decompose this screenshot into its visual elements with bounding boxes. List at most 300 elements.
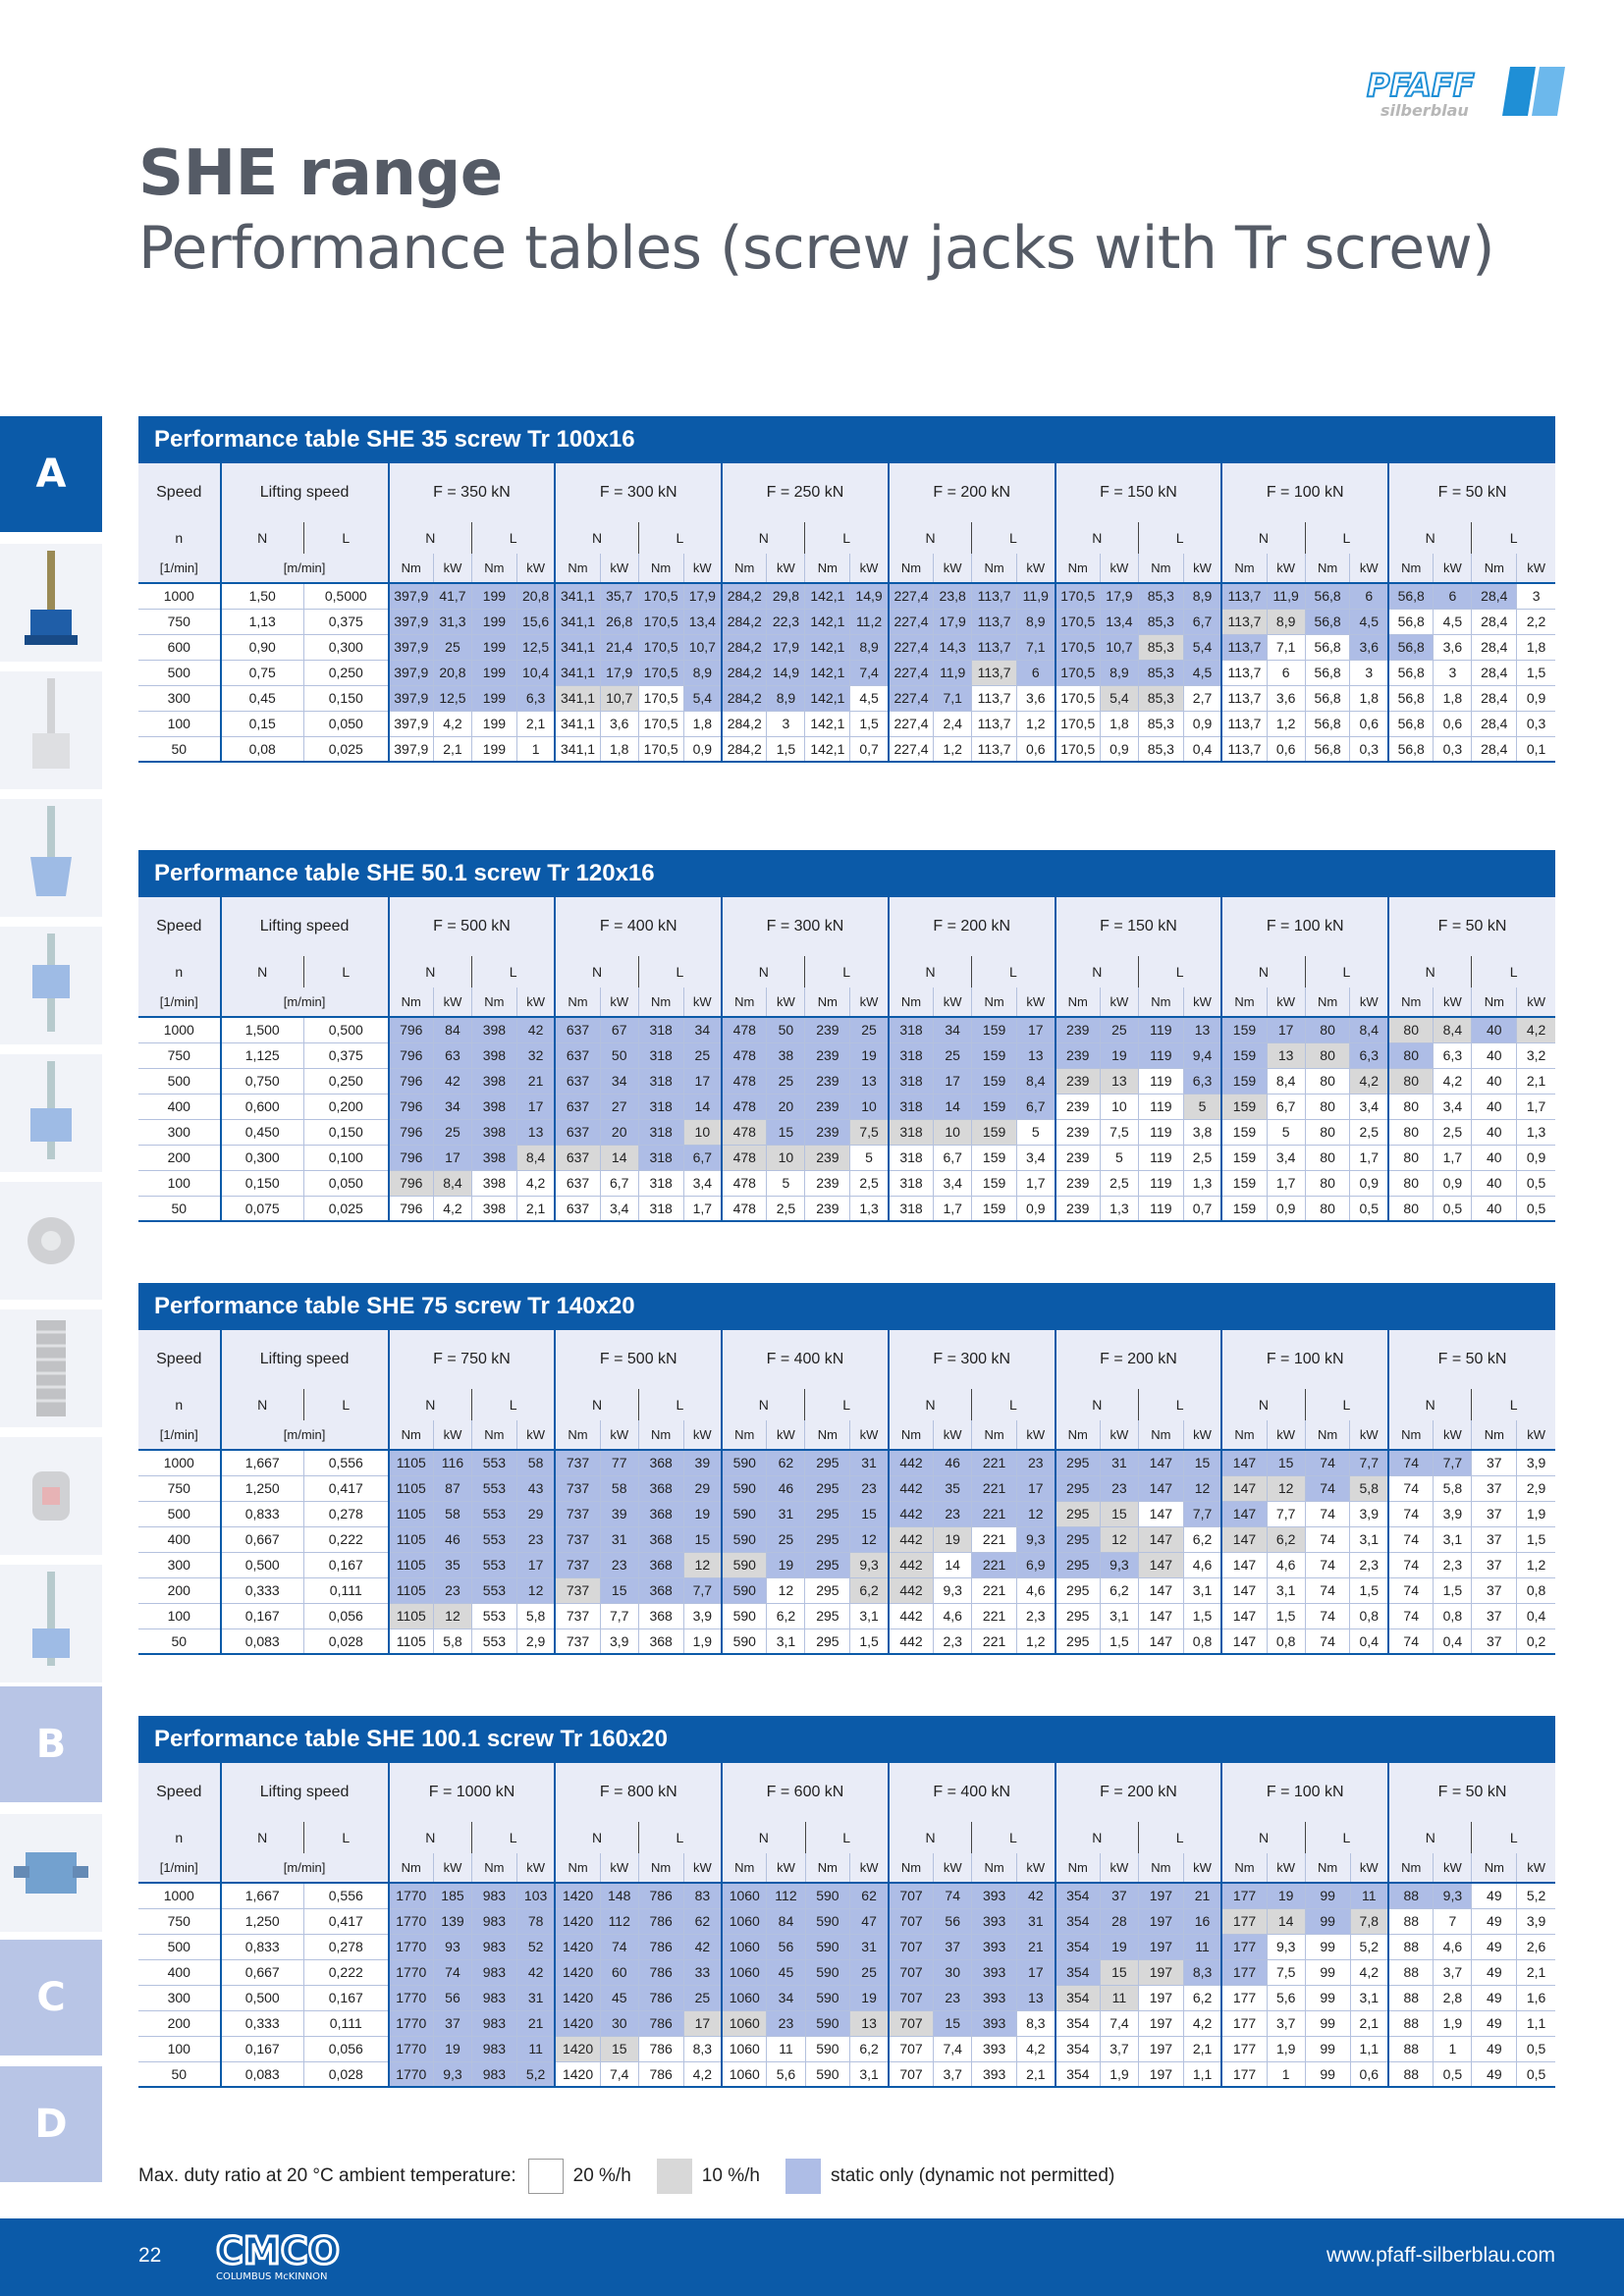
table-cell: 7,1 [934,685,972,711]
table-cell: 239 [805,1094,850,1119]
table-cell: 67 [600,1017,638,1042]
table-cell: 88 [1388,1985,1434,2010]
table-cell: 56,8 [1388,609,1434,634]
table-cell: 25 [850,1017,889,1042]
table-cell: 0,3 [1517,711,1555,736]
table-cell: 1,9 [1100,2061,1138,2087]
unit-nm: Nm [889,1853,934,1883]
table-cell: 200 [138,2010,221,2036]
table-cell: 397,9 [389,583,434,609]
table-cell: 37 [1472,1577,1517,1603]
table-cell: 221 [972,1450,1017,1475]
table-cell: 4,5 [1350,609,1388,634]
L-header: L [805,1822,889,1853]
table-cell: 19 [850,1985,889,2010]
table-cell: 6,7 [1183,609,1221,634]
unit-kw: kW [1100,554,1138,583]
table-cell: 1060 [722,1883,767,1908]
table-cell: 5,2 [1350,1934,1388,1959]
table-cell: 239 [805,1017,850,1042]
header-row [138,956,1555,988]
table-cell: 12 [1267,1475,1305,1501]
table-cell: 8,3 [1183,1959,1221,1985]
table-cell: 17 [934,1068,972,1094]
table-cell: 442 [889,1526,934,1552]
table-cell: 0,450 [221,1119,304,1145]
L-header: L [1305,1822,1388,1853]
table-cell: 637 [555,1145,600,1170]
table-cell: 478 [722,1094,767,1119]
table-cell: 295 [1056,1552,1101,1577]
performance-table [138,850,1555,1222]
table-cell: 1,250 [221,1908,304,1934]
table-cell: 88 [1388,1959,1434,1985]
table-cell: 750 [138,1042,221,1068]
data-table [138,463,1555,763]
table-cell: 0,278 [303,1934,388,1959]
table-cell: 74 [1305,1552,1350,1577]
table-cell: 40 [1472,1170,1517,1196]
table-row [138,685,1555,711]
table-cell: 80 [1388,1119,1434,1145]
table-cell: 500 [138,1934,221,1959]
L-header: L [805,956,889,988]
table-cell: 3,1 [1350,1985,1388,2010]
table-cell: 0,5 [1517,1196,1555,1221]
table-cell: 0,056 [303,1603,388,1629]
table-cell: 6,3 [1183,1068,1221,1094]
table-cell: 737 [555,1475,600,1501]
table-cell: 99 [1305,2061,1350,2087]
table-cell: 1105 [389,1603,434,1629]
L-header: L [638,522,722,554]
table-cell: 147 [1138,1450,1183,1475]
cmco-subtext: COLUMBUS McKINNON [216,2271,328,2282]
table-cell: 796 [389,1017,434,1042]
table-cell: 786 [638,1883,683,1908]
table-cell: 1,8 [600,736,638,762]
L-header: L [1138,522,1221,554]
table-cell: 28,4 [1472,736,1517,762]
unit-kw: kW [850,1853,889,1883]
table-cell: 0,9 [1267,1196,1305,1221]
duty-ratio-legend [138,2158,1128,2195]
table-cell: 29 [683,1475,722,1501]
unit-nm: Nm [722,988,767,1017]
table-cell: 0,9 [1517,685,1555,711]
table-cell: 49 [1472,2036,1517,2061]
table-cell: 6,7 [1267,1094,1305,1119]
table-cell: 5,8 [433,1629,471,1654]
table-cell: 1000 [138,1450,221,1475]
force-header: F = 50 kN [1388,1763,1555,1822]
table-cell: 295 [1056,1450,1101,1475]
table-cell: 177 [1221,1934,1267,1959]
screw-jack-icon[interactable] [0,1054,102,1172]
speed-header: Speed [138,1763,221,1822]
table-cell: 63 [433,1042,471,1068]
table-cell: 49 [1472,1985,1517,2010]
table-cell: 20 [600,1119,638,1145]
table-cell: 0,028 [303,2061,388,2087]
coupling-icon[interactable] [0,1182,102,1300]
unit-nm: Nm [389,988,434,1017]
unit-nm: Nm [638,1853,683,1883]
table-cell: 50 [138,1196,221,1221]
table-cell: 49 [1472,2010,1517,2036]
table-cell: 74 [1305,1526,1350,1552]
gearbox-icon[interactable] [0,1814,102,1932]
footer-url[interactable]: www.pfaff-silberblau.com [1326,2244,1555,2267]
table-cell: 4,2 [1183,2010,1221,2036]
table-cell: 2,1 [433,736,471,762]
table-cell: 0,200 [303,1094,388,1119]
force-header: F = 300 kN [722,897,889,956]
table-cell: 100 [138,2036,221,2061]
table-cell: 590 [722,1603,767,1629]
unit-nm: Nm [1138,1853,1183,1883]
table-cell: 159 [1221,1017,1267,1042]
table-cell: 26,8 [600,609,638,634]
table-cell: 1060 [722,2036,767,2061]
table-cell: 442 [889,1603,934,1629]
table-cell: 0,6 [1434,711,1472,736]
table-cell: 553 [472,1450,517,1475]
table-cell: 295 [1056,1603,1101,1629]
table-title: Performance table SHE 75 screw Tr 140x20 [138,1283,1555,1330]
table-cell: 7,7 [600,1603,638,1629]
table-cell: 2,1 [1517,1068,1555,1094]
lifting-speed-header: Lifting speed [221,1763,389,1822]
table-cell: 1000 [138,583,221,609]
table-cell: 40 [1472,1119,1517,1145]
table-cell: 37 [1472,1552,1517,1577]
table-cell: 25 [850,1959,889,1985]
table-cell: 1420 [555,1959,600,1985]
table-cell: 159 [1221,1068,1267,1094]
table-cell: 112 [767,1883,805,1908]
table-cell: 23 [1100,1475,1138,1501]
table-cell: 1,8 [1434,685,1472,711]
table-cell: 7,8 [1350,1908,1388,1934]
table-cell: 318 [889,1017,934,1042]
unit-nm: Nm [972,554,1017,583]
table-cell: 16 [1183,1908,1221,1934]
table-cell: 42 [683,1934,722,1959]
table-cell: 318 [889,1145,934,1170]
side-tab-c[interactable] [0,1940,102,2056]
table-cell: 14 [683,1094,722,1119]
unit-row [138,988,1555,1017]
screw-jack-icon[interactable] [0,671,102,789]
N-header: N [722,1822,805,1853]
table-cell: 147 [1221,1475,1267,1501]
unit-nm: Nm [889,554,934,583]
legend-item: 10 %/h [701,2165,760,2186]
table-cell: 4,6 [1017,1577,1056,1603]
table-cell: 177 [1221,2010,1267,2036]
table-cell: 0,9 [1017,1196,1056,1221]
table-cell: 295 [1056,1526,1101,1552]
unit-kw: kW [1267,1420,1305,1450]
table-cell: 3,9 [1350,1501,1388,1526]
table-cell: 0,7 [1183,1196,1221,1221]
table-cell: 4,5 [1183,660,1221,685]
table-cell: 354 [1056,1985,1101,2010]
table-cell: 1,5 [1517,660,1555,685]
table-cell: 0,083 [221,1629,304,1654]
table-cell: 1 [1434,2036,1472,2061]
table-cell: 368 [638,1475,683,1501]
table-cell: 1,7 [1017,1170,1056,1196]
table-cell: 147 [1138,1475,1183,1501]
table-cell: 0,500 [221,1985,304,2010]
table-cell: 99 [1305,2010,1350,2036]
unit-kw: kW [1350,1853,1388,1883]
table-cell: 113,7 [972,711,1017,736]
side-tab-d[interactable] [0,2066,102,2182]
table-cell: 31 [1100,1450,1138,1475]
table-cell: 15 [934,2010,972,2036]
table-cell: 284,2 [722,685,767,711]
table-cell: 8,9 [1017,609,1056,634]
bellows-icon[interactable] [0,1309,102,1427]
table-cell: 17 [683,2010,722,2036]
header-row [138,522,1555,554]
screw-jack-icon[interactable] [0,799,102,917]
L-header: L [638,956,722,988]
unit-nm: Nm [1388,1420,1434,1450]
table-cell: 170,5 [638,609,683,634]
table-cell: 0,4 [1517,1603,1555,1629]
N-header: N [221,522,304,554]
table-cell: 2,5 [850,1170,889,1196]
data-table [138,897,1555,1222]
side-tab-label: C [36,1975,66,2020]
table-cell: 0,8 [1267,1629,1305,1654]
table-cell: 99 [1305,1908,1350,1934]
table-cell: 142,1 [805,609,850,634]
table-cell: 1770 [389,2036,434,2061]
table-cell: 590 [722,1526,767,1552]
table-cell: 1060 [722,1908,767,1934]
N-header: N [389,522,472,554]
unit-kw: kW [1434,554,1472,583]
table-cell: 1000 [138,1017,221,1042]
table-cell: 13 [516,1119,555,1145]
table-cell: 0,8 [1183,1629,1221,1654]
table-cell: 25 [433,634,471,660]
n-header: n [138,956,221,988]
table-cell: 0,8 [1350,1603,1388,1629]
table-cell: 318 [889,1068,934,1094]
table-cell: 10,7 [1100,634,1138,660]
L-header: L [472,522,556,554]
table-cell: 5 [1017,1119,1056,1145]
table-cell: 0,025 [303,1196,388,1221]
table-cell: 0,5 [1517,2036,1555,2061]
unit-lift: [m/min] [221,1853,389,1883]
N-header: N [889,1389,972,1420]
table-row [138,609,1555,634]
table-cell: 85,3 [1138,609,1183,634]
table-cell: 1,500 [221,1017,304,1042]
table-cell: 1060 [722,2010,767,2036]
table-cell: 21 [1017,1934,1056,1959]
table-cell: 442 [889,1552,934,1577]
table-cell: 21 [516,1068,555,1094]
table-cell: 14,9 [850,583,889,609]
table-cell: 1105 [389,1552,434,1577]
table-cell: 3,7 [1434,1959,1472,1985]
table-cell: 393 [972,1883,1017,1908]
table-cell: 3,4 [683,1170,722,1196]
table-cell: 74 [1388,1475,1434,1501]
table-cell: 6,2 [1100,1577,1138,1603]
table-cell: 100 [138,1603,221,1629]
table-cell: 147 [1221,1501,1267,1526]
table-cell: 0,167 [221,2036,304,2061]
table-cell: 0,6 [1017,736,1056,762]
table-cell: 9,3 [1100,1552,1138,1577]
table-cell: 3,1 [1100,1603,1138,1629]
table-cell: 393 [972,2061,1017,2087]
table-cell: 398 [472,1145,517,1170]
force-header: F = 200 kN [1056,1763,1222,1822]
table-cell: 80 [1305,1017,1350,1042]
table-cell: 6,2 [1183,1526,1221,1552]
table-cell: 0,5 [1517,1170,1555,1196]
table-title: Performance table SHE 50.1 screw Tr 120x16 [138,850,1555,897]
table-cell: 3,1 [1267,1577,1305,1603]
table-cell: 318 [638,1119,683,1145]
table-cell: 1,5 [1267,1603,1305,1629]
table-cell: 31 [516,1985,555,2010]
table-cell: 78 [516,1908,555,1934]
table-cell: 1 [1267,2061,1305,2087]
table-cell: 500 [138,1501,221,1526]
table-cell: 74 [934,1883,972,1908]
table-cell: 0,08 [221,736,304,762]
table-cell: 1420 [555,1908,600,1934]
table-cell: 786 [638,1908,683,1934]
table-cell: 25 [767,1526,805,1552]
table-cell: 28 [1100,1908,1138,1934]
unit-nm: Nm [555,554,600,583]
table-cell: 6,7 [600,1170,638,1196]
force-header: F = 300 kN [889,1330,1056,1389]
table-cell: 3 [1517,583,1555,609]
L-header: L [472,956,556,988]
side-tab-b[interactable] [0,1686,102,1802]
table-cell: 295 [1056,1475,1101,1501]
table-cell: 159 [972,1119,1017,1145]
table-cell: 50 [138,2061,221,2087]
table-cell: 88 [1388,1934,1434,1959]
table-cell: 0,833 [221,1934,304,1959]
table-cell: 3,1 [850,1603,889,1629]
legend-swatch-static [785,2159,821,2194]
table-cell: 29 [516,1501,555,1526]
table-cell: 0,056 [303,2036,388,2061]
unit-kw: kW [1434,988,1472,1017]
table-cell: 6,9 [1017,1552,1056,1577]
table-cell: 15,6 [516,609,555,634]
table-cell: 796 [389,1119,434,1145]
table-cell: 197 [1138,1883,1183,1908]
table-cell: 50 [600,1042,638,1068]
table-cell: 3,9 [600,1629,638,1654]
table-cell: 983 [472,2036,517,2061]
table-cell: 0,333 [221,1577,304,1603]
table-cell: 11,9 [1017,583,1056,609]
table-row [138,634,1555,660]
table-cell: 13 [1017,1042,1056,1068]
table-cell: 1060 [722,2061,767,2087]
table-cell: 1420 [555,2036,600,2061]
table-cell: 0,5000 [303,583,388,609]
legend-item: static only (dynamic not permitted) [830,2165,1115,2186]
table-cell: 9,3 [1017,1526,1056,1552]
force-header: F = 800 kN [555,1763,722,1822]
table-cell: 1,13 [221,609,304,634]
unit-kw: kW [433,988,471,1017]
table-cell: 12 [1017,1501,1056,1526]
table-cell: 341,1 [555,711,600,736]
unit-nm: Nm [1305,988,1350,1017]
table-cell: 80 [1305,1068,1350,1094]
table-cell: 119 [1138,1170,1183,1196]
screw-jack-icon[interactable] [0,1565,102,1682]
table-cell: 4,2 [683,2061,722,2087]
screw-jack-icon[interactable] [0,544,102,662]
table-cell: 6,2 [850,2036,889,2061]
side-tab-a[interactable] [0,416,102,532]
table-cell: 0,750 [221,1068,304,1094]
table-cell: 284,2 [722,660,767,685]
unit-nm: Nm [1305,554,1350,583]
screw-jack-icon[interactable] [0,927,102,1044]
unit-kw: kW [1517,1853,1555,1883]
table-cell: 10,7 [683,634,722,660]
table-cell: 590 [805,2010,850,2036]
coupling-icon[interactable] [0,1437,102,1555]
table-cell: 0,150 [303,685,388,711]
table-cell: 284,2 [722,634,767,660]
table-cell: 85,3 [1138,685,1183,711]
table-cell: 35,7 [600,583,638,609]
table-cell: 7,4 [1100,2010,1138,2036]
table-cell: 23 [1017,1450,1056,1475]
unit-speed: [1/min] [138,1853,221,1883]
table-cell: 300 [138,685,221,711]
table-cell: 200 [138,1145,221,1170]
N-header: N [1388,522,1472,554]
table-cell: 737 [555,1501,600,1526]
table-cell: 0,7 [850,736,889,762]
unit-kw: kW [683,554,722,583]
table-cell: 318 [638,1094,683,1119]
table-cell: 1,7 [1267,1170,1305,1196]
unit-kw: kW [1267,988,1305,1017]
table-cell: 0,5 [1517,2061,1555,2087]
table-cell: 113,7 [972,685,1017,711]
table-cell: 197 [1138,2061,1183,2087]
table-cell: 1,2 [1017,711,1056,736]
table-cell: 637 [555,1094,600,1119]
table-cell: 354 [1056,1883,1101,1908]
table-cell: 170,5 [1056,634,1101,660]
